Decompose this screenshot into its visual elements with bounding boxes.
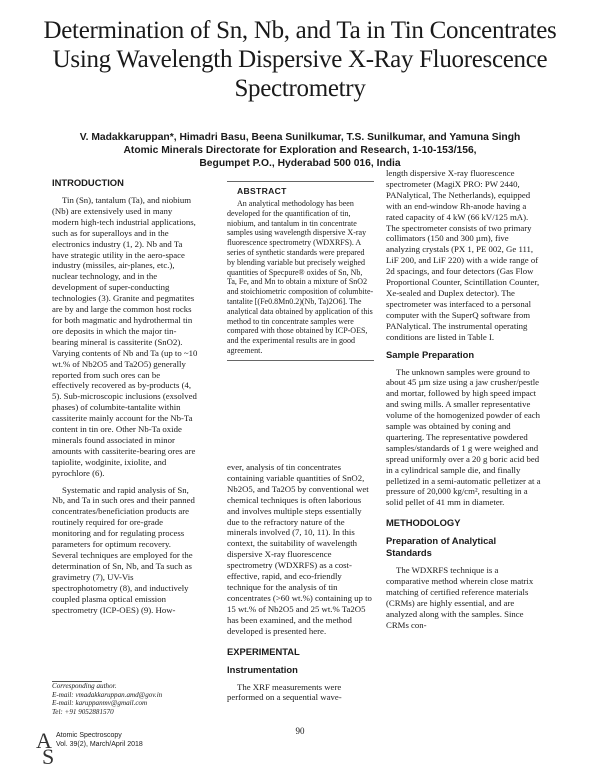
middle-column-text: ever, analysis of tin concentrates containing variable quantities of SnO2, Nb2O5, and Ta2O5 by conventional wet chemical techniques is often laborious and involves multiple steps essentially due to the refractory nature of the minerals involved (7, 10, 11). In this context, the suitability of wavelength dispersive X-ray fluorescence spectrometry (WDXRFS) as a cost-effective, rapid, and eco-friendly technique for the analysis of tin concentrates (>60 wt.%) containing up to 15 wt.% of Nb2O5 and 25 wt.% Ta2O5 has been examined, and the method developed is presented here. (227, 462, 372, 636)
journal-name: Atomic Spectroscopy (56, 732, 122, 739)
footnote-line-3: E-mail: karuppanmv@gmail.com (52, 699, 148, 708)
standards-text: The WDXRFS technique is a comparative method wherein close matrix matching of certified reference materials (CRMs) are highly essential, and are analyzed along with the samples. Since CRMs con- (386, 565, 534, 630)
column-left (52, 177, 199, 615)
footnote-line-4: Tel: +91 9052881570 (52, 707, 114, 716)
journal-info (56, 731, 143, 749)
author-list: V. Madakkaruppan*, Himadri Basu, Beena Sunilkumar, T.S. Sunilkumar, and Yamuna Singh (79, 132, 521, 143)
page-number: 90 (295, 726, 305, 736)
introduction-paragraph-1: Tin (Sn), tantalum (Ta), and niobium (Nb) are extensively used in many modern high-tech industrial applications, such as for superalloys and in the electronics industry (1, 2). Nb and Ta have strategic utility in the aero-space industry (missiles, air-planes, etc.), nuclear technology, and in the development of super-conducting technologies (3). Granite and pegmatites are by and large the common host rocks for both magmatic and hydrothermal tin ore deposits in which the major tin-bearing mineral is cassiterite (SnO2). Varying contents of Nb and Ta (up to ~10 wt.% of Nb2O5 and Ta2O5) generally reported from such ores can be effectively recovered as by-products (4, 5). Sub-microscopic inclusions (exsolved phases) of columbite-tantalite within cassiterite mainly account for the Nb-Ta content in tin ore. Other Nb-Ta oxide minerals found associated in minor amounts with cassiterite-bearing ores are tapiolite, wodginite, ixiolite, and pyrochlore (6). (52, 195, 198, 478)
instrumentation-continued: length dispersive X-ray fluorescence spectrometer (MagiX PRO: PW 2440, PANalytical, The Netherlands), equipped with an end-window Rh-anode having a rated capacity of 4 kW (66 kV/125 mA). The spectrometer consists of two primary collimators (150 and 300 µm), five analyzing crystals (PX 1, PE 002, Ge 111, LiF 200, and LiF 220) with a wide range of 2d spacings, and four detectors (Gas Flow Proportional Counter, Scintillation Counter, Xe-sealed and Duplex detector). The spectrometer was interfaced to a personal computer with the SuperQ software from PANalytical. The instrumental operating conditions are listed in Table I. (386, 168, 540, 342)
sample-preparation-heading: Sample Preparation (386, 348, 475, 360)
abstract-text: An analytical methodology has been developed for the quantification of tin, niobium, and tantalum in tin concentrate samples using wavelength dispersive X-ray fluorescence spectrometry (WDXRFS). A series of synthetic standards were prepared by blending variable but precisely weighed quantities of Specpure® oxides of Sn, Nb, Ta, Fe, and Mn to obtain a mixture of SnO2 and stoichiometric composition of columbite-tantalite [(Fe0.8Mn0.2)(Nb, Ta)2O6]. The analytical data obtained by application of this method to tin concentrate samples were compared with those obtained by ICP-OES, and the experimental results are in good agreement. (227, 199, 374, 355)
introduction-paragraph-2: Systematic and rapid analysis of Sn, Nb, and Ta in such ores and their panned concentrates/beneficiation products are routinely required for ore-grade monitoring and for regulating process parameters for optimum recovery. Several techniques are employed for the determination of Sn, Nb, and Ta such as gravimetry (7), UV-Vis spectrophotometry (8), and inductively coupled plasma optical emission spectrometry (ICP-OES) (9). How- (52, 484, 195, 615)
svg-text:S: S (42, 744, 55, 766)
experimental-heading: EXPERIMENTAL (227, 645, 300, 657)
column-right (386, 168, 542, 631)
instrumentation-heading: Instrumentation (227, 663, 298, 675)
footnote-line-1: Corresponding author. (52, 682, 117, 690)
affiliation-line-2: Begumpet P.O., Hyderabad 500 016, India (199, 158, 401, 169)
introduction-heading: INTRODUCTION (52, 177, 124, 188)
svg-text:A: A (36, 728, 52, 753)
column-middle (227, 462, 374, 703)
title-line-2: Using Wavelength Dispersive X-Ray Fluorescence (52, 46, 548, 73)
methodology-heading: METHODOLOGY (386, 517, 461, 529)
instrumentation-text: The XRF measurements were performed on a sequential wave- (227, 681, 342, 703)
article-title (40, 16, 560, 103)
footnote-line-2: E-mail: vmadakkaruppan.amd@gov.in (52, 690, 163, 699)
title-line-1: Determination of Sn, Nb, and Ta in Tin Concentrates (43, 17, 557, 44)
abstract-box (227, 181, 374, 468)
abstract-top-rule (227, 181, 374, 182)
affiliation-line-1: Atomic Minerals Directorate for Exploration and Research, 1-10-153/156, (123, 145, 477, 156)
journal-volume: Vol. 39(2), March/April 2018 (56, 741, 143, 748)
abstract-bottom-rule (227, 360, 374, 361)
corresponding-author-footnote (52, 681, 199, 716)
standards-heading: Preparation of Analytical Standards (386, 535, 497, 559)
title-line-3: Spectrometry (234, 75, 366, 102)
sample-preparation-text: The unknown samples were ground to about 45 µm size using a jaw crusher/pestle and mortar, followed by high speed impact and swing mills. A smaller representative volume of the homogenized powder of each sample was obtained by coning and quartering. The representative powdered samples/standards of 1 g were weighed and spread uniformly over a 20 g boric acid bed in a cylindrical sample die, and finally pelletized in a semi-automatic pelletizer at a pressure of 20,000 kg/cm², resulting in a solid pellet of 41 mm in diameter. (386, 366, 541, 508)
author-block (40, 131, 560, 170)
abstract-heading: ABSTRACT (237, 186, 287, 196)
